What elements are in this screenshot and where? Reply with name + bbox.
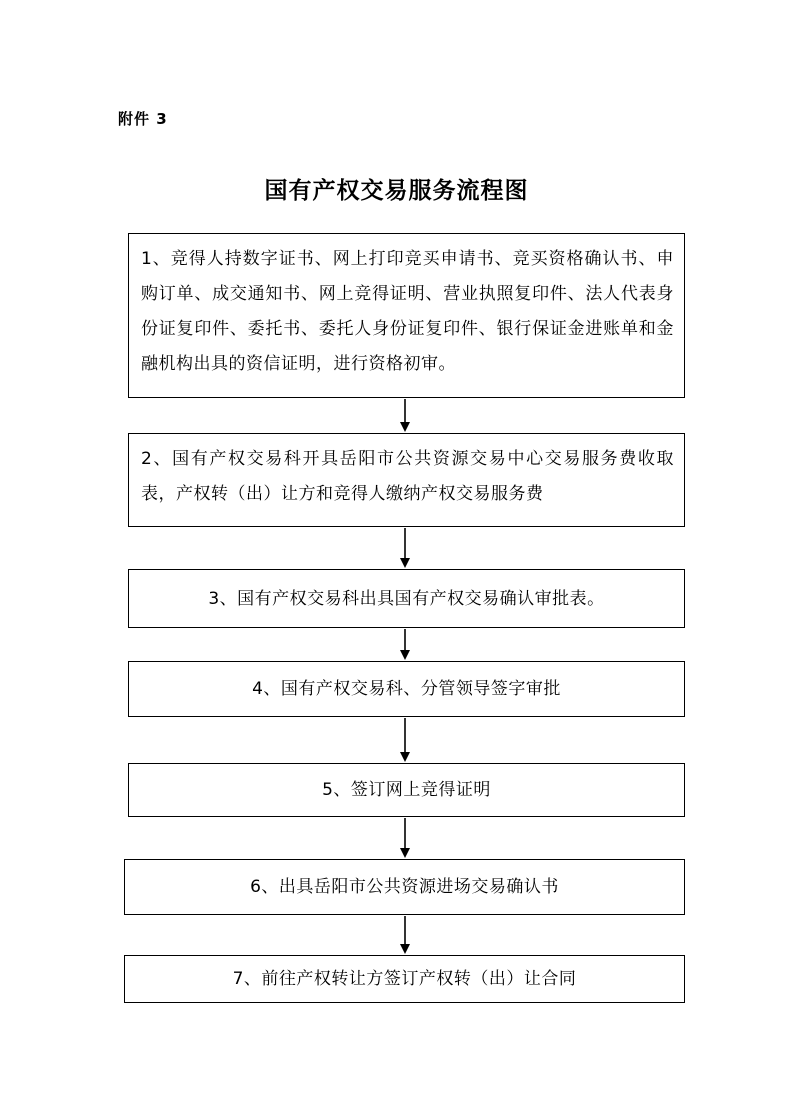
arrow-6-to-7 bbox=[400, 916, 410, 954]
flow-step-4-text: 4、国有产权交易科、分管领导签字审批 bbox=[252, 679, 561, 699]
flow-step-7-text: 7、前往产权转让方签订产权转（出）让合同 bbox=[232, 969, 577, 989]
flow-step-5-text: 5、签订网上竞得证明 bbox=[322, 780, 491, 800]
arrow-2-to-3 bbox=[400, 528, 410, 568]
arrow-4-to-5 bbox=[400, 718, 410, 762]
flow-step-2-text: 2、国有产权交易科开具岳阳市公共资源交易中心交易服务费收取表，产权转（出）让方和竞得人缴纳产权交易服务费 bbox=[141, 449, 674, 504]
flow-step-1-text: 1、竞得人持数字证书、网上打印竞买申请书、竞买资格确认书、申购订单、成交通知书、网上竞得证明、营业执照复印件、法人代表身份证复印件、委托书、委托人身份证复印件、银行保证金进账单和金融机构出具的资信证明，进行资格初审。 bbox=[141, 249, 674, 374]
attachment-label: 附件 3 bbox=[118, 110, 168, 128]
flow-step-6-text: 6、出具岳阳市公共资源进场交易确认书 bbox=[250, 877, 559, 897]
arrow-1-to-2 bbox=[400, 399, 410, 432]
flow-step-3-text: 3、国有产权交易科出具国有产权交易确认审批表。 bbox=[208, 588, 605, 609]
arrow-5-to-6 bbox=[400, 818, 410, 858]
page-title: 国有产权交易服务流程图 bbox=[264, 177, 529, 204]
arrow-3-to-4 bbox=[400, 629, 410, 660]
